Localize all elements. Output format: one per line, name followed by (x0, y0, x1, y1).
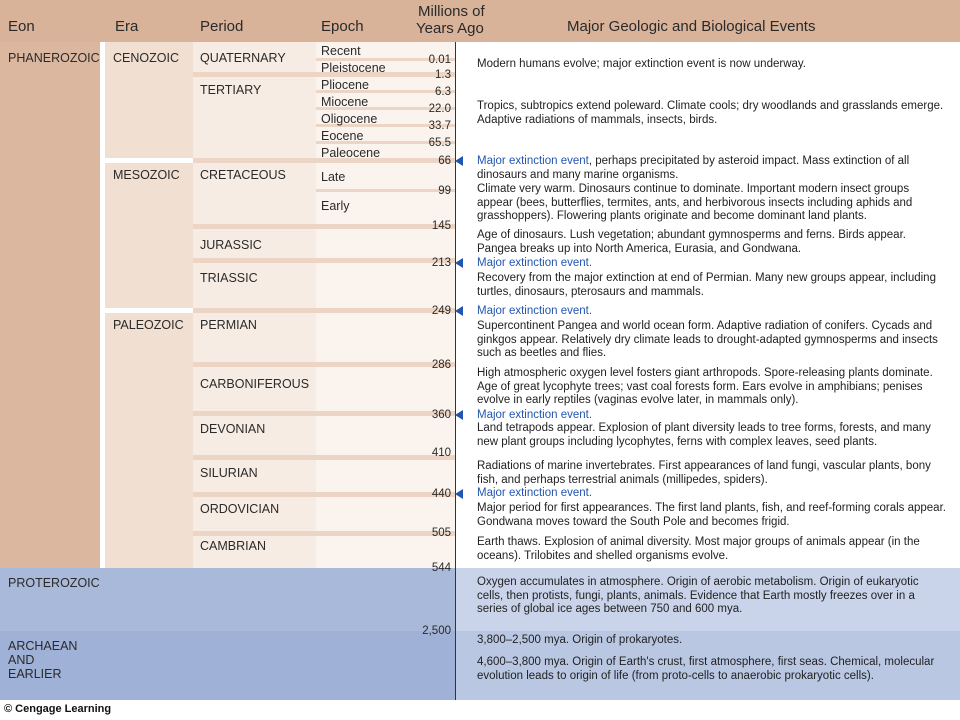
era-mesozoic-cell (105, 163, 193, 308)
mya-value: 33.7 (428, 120, 451, 132)
header-events: Major Geologic and Biological Events (567, 18, 816, 35)
period-devonian: DEVONIAN (200, 422, 266, 436)
epoch-oligocene: Oligocene (321, 112, 378, 126)
event-carboniferous: High atmospheric oxygen level fosters giant arthropods. Spore-releasing plants dominate. Age of great lycophyte trees; vast coal forests form. Ears evolve in amphibians; penises evolve in early reptiles (vaginas evolve later, in mammals only). (477, 367, 933, 406)
period-ordovician: ORDOVICIAN (200, 502, 280, 516)
event-proterozoic: Oxygen accumulates in atmosphere. Origin of aerobic metabolism. Origin of eukaryotic cells, then protists, fungi, plants, animals. Evidence that Earth mostly freezes over in a series of global ice ages between 750 and 600 mya. (477, 576, 919, 615)
period-cretaceous: CRETACEOUS (200, 168, 286, 182)
event-extinction-66 (477, 155, 947, 182)
period-quaternary: QUATERNARY (200, 51, 286, 65)
event-extinction-66-text: , perhaps precipitated by asteroid impact. Mass extinction of all dinosaurs and many marine organisms. (477, 155, 910, 181)
timeline-axis (455, 42, 456, 700)
event-extinction-249: Major extinction event. (477, 305, 593, 317)
mya-value: 66 (438, 155, 451, 167)
extinction-marker-icon (455, 306, 463, 316)
mya-value: 6.3 (435, 86, 451, 98)
header-eon: Eon (8, 18, 35, 35)
period-carboniferous: CARBONIFEROUS (200, 377, 310, 391)
period-triassic: TRIASSIC (200, 271, 258, 285)
header-mya-line2: Years Ago (416, 20, 484, 37)
eon-archaean-line3: EARLIER (8, 667, 62, 681)
period-permian: PERMIAN (200, 318, 257, 332)
extinction-marker-icon (455, 410, 463, 420)
event-jurassic: Age of dinosaurs. Lush vegetation; abundant gymnosperms and ferns. Birds appear. Pangea breaks up into North America, Eurasia, and Gondwana. (477, 229, 906, 255)
extinction-marker-icon (455, 489, 463, 499)
era-paleozoic: PALEOZOIC (113, 318, 184, 332)
epoch-paleocene: Paleocene (321, 146, 381, 160)
epoch-late: Late (321, 170, 346, 184)
mya-value: 0.01 (428, 54, 451, 66)
eon-archaean-line1: ARCHAEAN (8, 639, 78, 653)
period-cambrian: CAMBRIAN (200, 539, 266, 553)
header-epoch: Epoch (321, 18, 364, 35)
header-mya-line1: Millions of (418, 3, 485, 20)
mya-value: 249 (431, 305, 451, 317)
mya-value: 544 (431, 562, 451, 574)
copyright-footer: © Cengage Learning (4, 703, 112, 715)
period-silurian: SILURIAN (200, 466, 258, 480)
mya-value: 360 (431, 409, 451, 421)
extinction-marker-icon (455, 258, 463, 268)
event-extinction-213: Major extinction event. (477, 257, 593, 269)
extinction-marker-icon (455, 156, 463, 166)
mya-value: 1.3 (435, 69, 451, 81)
event-archaean-2: 4,600–3,800 mya. Origin of Earth's crust, first atmosphere, first seas. Chemical, molecular evolution leads to origin of life (from proto-cells to anaerobic prokaryotic cells). (477, 656, 935, 682)
eon-archaean-line2: AND (8, 653, 35, 667)
event-cretaceous: Climate very warm. Dinosaurs continue to dominate. Important modern insect groups appear (bees, butterflies, termites, ants, and herbivorous insects including aphids and grasshoppers). Flowering plants originate and become dominant land plants. (477, 183, 913, 222)
header-period: Period (200, 18, 244, 35)
eon-proterozoic: PROTEROZOIC (8, 576, 100, 590)
eon-phanerozoic: PHANEROZOIC (8, 51, 100, 65)
era-mesozoic: MESOZOIC (113, 168, 180, 182)
event-extinction-66-highlight: Major extinction event (477, 155, 589, 167)
event-extinction-440: Major extinction event. (477, 487, 593, 499)
epoch-early: Early (321, 199, 350, 213)
mya-value: 286 (431, 359, 451, 371)
epoch-pleistocene: Pleistocene (321, 61, 386, 75)
mya-value: 2,500 (422, 625, 451, 637)
epoch-eocene: Eocene (321, 129, 364, 143)
mya-value: 213 (431, 257, 451, 269)
event-quaternary: Modern humans evolve; major extinction event is now underway. (477, 58, 806, 70)
header-era: Era (115, 18, 139, 35)
mya-value: 22.0 (428, 103, 451, 115)
period-tertiary: TERTIARY (200, 83, 262, 97)
mya-value: 65.5 (428, 137, 451, 149)
era-cenozoic: CENOZOIC (113, 51, 179, 65)
mya-value: 440 (431, 488, 451, 500)
epoch-recent: Recent (321, 44, 361, 58)
event-archaean-1: 3,800–2,500 mya. Origin of prokaryotes. (477, 634, 683, 646)
epoch-miocene: Miocene (321, 95, 369, 109)
era-paleozoic-cell (105, 313, 193, 568)
event-cambrian: Earth thaws. Explosion of animal diversity. Most major groups of animals appear (in the oceans). Trilobites and shelled organisms evolve. (477, 536, 920, 562)
period-column (193, 42, 316, 568)
event-triassic: Recovery from the major extinction at end of Permian. Many new groups appear, including turtles, dinosaurs, pterosaurs and mammals. (477, 272, 936, 298)
event-ordovician: Major period for first appearances. The first land plants, fish, and reef-forming corals appear. Gondwana moves toward the South Pole and becomes frigid. (477, 502, 946, 528)
epoch-pliocene: Pliocene (321, 78, 369, 92)
mya-value: 505 (431, 527, 451, 539)
table-header (0, 0, 960, 42)
mya-value: 145 (431, 220, 451, 232)
eon-phanerozoic-cell (0, 42, 100, 568)
event-silurian: Radiations of marine invertebrates. First appearances of land fungi, vascular plants, bony fish, and perhaps terrestrial animals (millipedes, spiders). (477, 460, 931, 486)
mya-value: 410 (431, 447, 451, 459)
event-tertiary: Tropics, subtropics extend poleward. Climate cools; dry woodlands and grasslands emerge. Adaptive radiations of mammals, insects, birds. (477, 100, 944, 126)
event-extinction-360: Major extinction event. (477, 409, 593, 421)
event-permian: Supercontinent Pangea and world ocean form. Adaptive radiation of conifers. Cycads and ginkgos appear. Relatively dry climate leads to drought-adapted gymnosperms and insects such as beetles and flies. (477, 320, 938, 359)
mya-value: 99 (438, 185, 451, 197)
period-jurassic: JURASSIC (200, 238, 262, 252)
event-devonian: Land tetrapods appear. Explosion of plant diversity leads to tree forms, forests, and many new plant groups including lycophytes, ferns with complex leaves, seed plants. (477, 422, 931, 448)
